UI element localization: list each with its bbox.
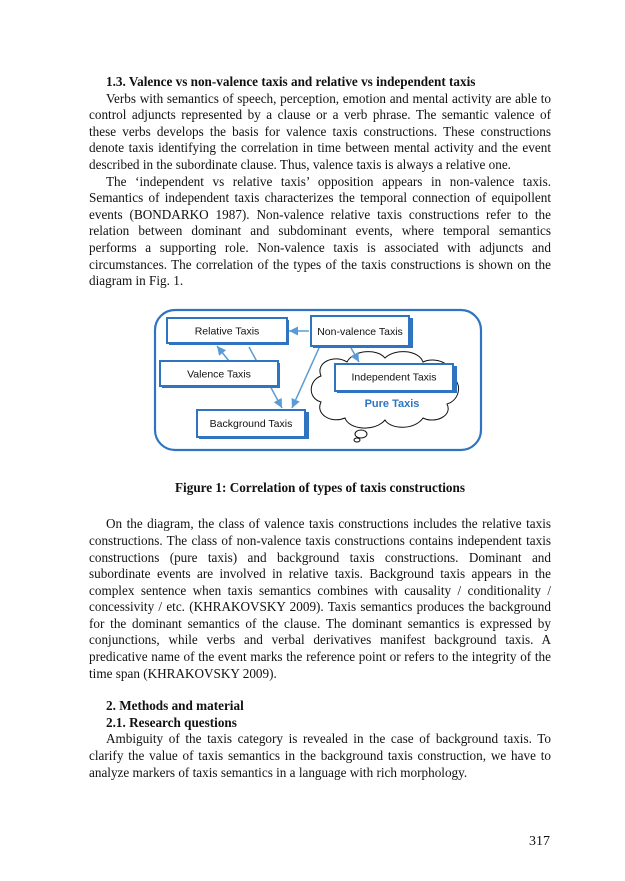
relative-taxis-node (167, 318, 289, 345)
page-content (89, 74, 551, 781)
section-spacer (89, 682, 551, 698)
paragraph-research-questions: Ambiguity of the taxis category is revealed in the case of background taxis. To clarify the value of taxis semantics in the background taxis construction, we have to analyze markers of taxis semantics in a language with rich morphology. (89, 731, 551, 780)
section-heading: 1.3. Valence vs non-valence taxis and relative vs independent taxis (106, 74, 476, 89)
background-taxis-node (197, 410, 309, 439)
cloud-tail-bubble-1 (355, 430, 367, 438)
taxis-diagram (89, 304, 551, 464)
valence-taxis-label: Valence Taxis (187, 368, 251, 381)
valence-taxis-node (160, 361, 280, 388)
cloud-tail-bubble-2 (354, 438, 360, 442)
nonvalence-taxis-label: Non-valence Taxis (317, 325, 403, 338)
methods-heading: 2. Methods and material (106, 698, 244, 714)
pure-taxis-label: Pure Taxis (364, 397, 420, 410)
independent-taxis-label: Independent Taxis (351, 371, 437, 384)
paragraph-diagram-discussion: On the diagram, the class of valence taxis constructions includes the relative taxis constructions. The class of non-valence taxis constructions contains independent taxis constructions (pure taxis) and background taxis constructions. Dominant and subordinate events are involved in relative taxis. Background taxis appears in the complex sentence when taxis semantics combines with causality / conditionality / concessivity / etc. (KHRAKOVSKY 2009). Taxis semantics produces the background for the dominant semantics of the clause. The dominant semantics is expressed by conjunctions, while verbs and verbal derivatives manifest background taxis. A predicative name of the event marks the reference point or refers to the integrity of the time span (KHRAKOVSKY 2009). (89, 516, 551, 681)
page-number: 317 (529, 834, 550, 849)
paragraph-independent-vs-relative: The ‘independent vs relative taxis’ opposition appears in non-valence taxis. Semantics of independent taxis characterizes the temporal connection of equipollent events (BONDARKO 1987). Non-valence relative taxis constructions refer to the relation between dominant and subdominant events, where temporal semantics performs a supporting role. Non-valence taxis is associated with adjuncts and circumstances. The correlation of the types of the taxis constructions is shown on the diagram in Fig. 1. (89, 173, 551, 289)
background-taxis-label: Background Taxis (209, 417, 293, 430)
research-questions-subheading: 2.1. Research questions (106, 714, 237, 730)
relative-taxis-label: Relative Taxis (194, 325, 260, 338)
independent-taxis-node (335, 364, 457, 393)
paragraph-valence-verbs: Verbs with semantics of speech, perception, emotion and mental activity are able to control adjuncts represented by a clause or a verb phrase. The semantic valence of these verbs develops the basis for valence taxis constructions. These constructions denote taxis identifying the correlation in time between mental activity and the event described in the subordinate clause. Thus, valence taxis is always a relative one. (89, 90, 551, 172)
nonvalence-taxis-node (311, 316, 413, 348)
figure-caption: Figure 1: Correlation of types of taxis constructions (175, 479, 465, 495)
taxis-diagram-svg (89, 304, 551, 464)
